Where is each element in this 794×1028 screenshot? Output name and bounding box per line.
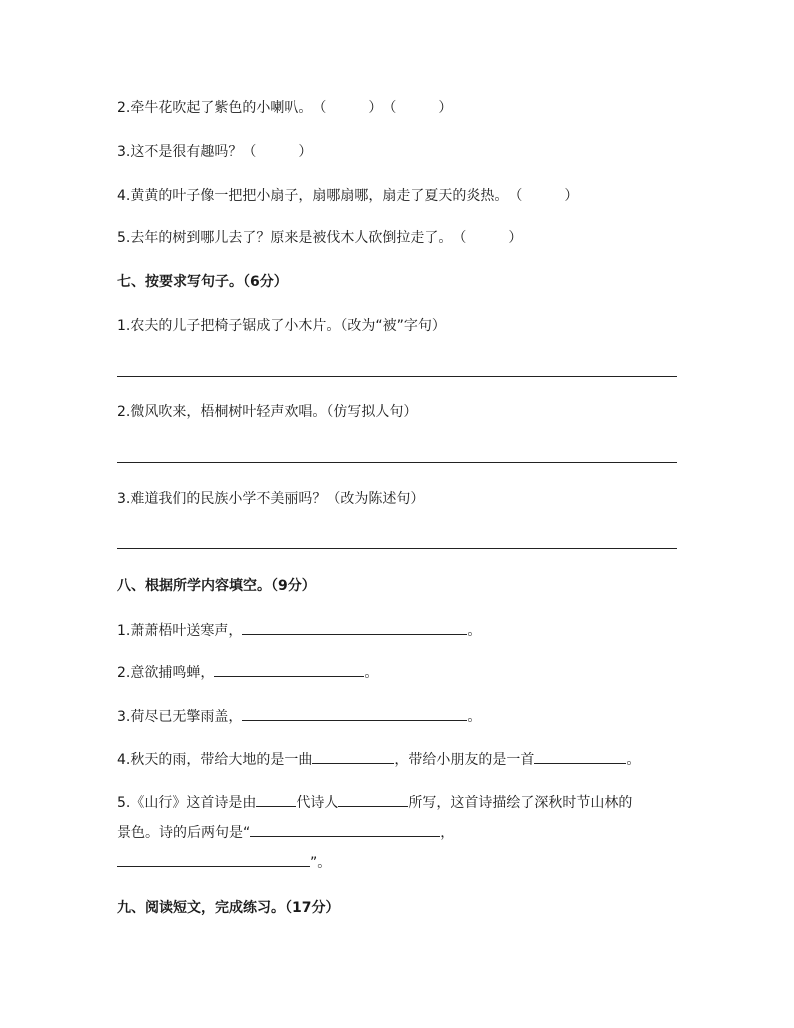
question-6-3 — [117, 142, 312, 162]
question-text: 3.荷尽已无擎雨盖， — [117, 709, 243, 725]
question-text: 景色。诗的后两句是“ — [117, 825, 251, 841]
question-8-5-line-1 — [117, 792, 632, 813]
fill-blank-poet[interactable] — [338, 792, 408, 807]
fill-blank[interactable] — [242, 620, 467, 635]
question-6-4 — [117, 186, 578, 206]
question-text: 4.黄黄的叶子像一把把小扇子，扇哪扇哪，扇走了夏天的炎热。 — [117, 188, 509, 204]
question-text-mid1: 代诗人 — [296, 795, 339, 811]
question-text-mid: ， — [440, 825, 455, 841]
section-8-heading: 八、根据所学内容填空。（9分） — [117, 578, 316, 594]
section-9-heading: 九、阅读短文，完成练习。（17分） — [117, 900, 340, 916]
question-text: 4.秋天的雨，带给大地的是一曲 — [117, 752, 313, 768]
question-6-2 — [117, 98, 452, 118]
question-8-5-line-2 — [117, 822, 454, 843]
question-text-mid2: 所写，这首诗描绘了深秋时节山林的 — [408, 795, 633, 811]
question-8-2 — [117, 662, 378, 683]
answer-paren-1[interactable]: （ ） — [312, 100, 383, 116]
question-8-1 — [117, 620, 481, 641]
question-text-mid: ，带给小朋友的是一首 — [394, 752, 535, 768]
question-8-5-line-3 — [117, 852, 331, 873]
answer-line-7-1[interactable] — [117, 376, 677, 377]
question-text-end: 。 — [364, 665, 379, 681]
fill-blank-verse-1[interactable] — [250, 822, 440, 837]
fill-blank-verse-2[interactable] — [117, 852, 310, 867]
section-7-heading: 七、按要求写句子。（6分） — [117, 274, 288, 290]
fill-blank-dynasty[interactable] — [256, 792, 296, 807]
question-7-3: 3.难道我们的民族小学不美丽吗？（改为陈述句） — [117, 491, 425, 507]
question-text: 3.这不是很有趣吗？ — [117, 144, 243, 160]
question-text: 5.《山行》这首诗是由 — [117, 795, 257, 811]
question-text-end: 。 — [467, 623, 482, 639]
question-text: 1.萧萧梧叶送寒声， — [117, 623, 243, 639]
question-8-3 — [117, 706, 481, 727]
question-7-1: 1.农夫的儿子把椅子锯成了小木片。（改为“被”字句） — [117, 318, 446, 334]
fill-blank[interactable] — [214, 662, 364, 677]
question-8-4 — [117, 749, 640, 770]
answer-line-7-3[interactable] — [117, 548, 677, 549]
question-7-2: 2.微风吹来，梧桐树叶轻声欢唱。（仿写拟人句） — [117, 404, 418, 420]
question-text: 5.去年的树到哪儿去了？原来是被伐木人砍倒拉走了。 — [117, 230, 453, 246]
fill-blank-1[interactable] — [312, 749, 394, 764]
answer-paren-2[interactable]: （ ） — [382, 100, 453, 116]
question-text-end: ”。 — [310, 855, 332, 871]
answer-paren-1[interactable]: （ ） — [452, 230, 523, 246]
question-text-end: 。 — [467, 709, 482, 725]
answer-paren-1[interactable]: （ ） — [508, 188, 579, 204]
question-6-5 — [117, 228, 522, 248]
fill-blank-2[interactable] — [534, 749, 626, 764]
answer-line-7-2[interactable] — [117, 462, 677, 463]
question-text: 2.意欲捕鸣蝉， — [117, 665, 215, 681]
fill-blank[interactable] — [242, 706, 467, 721]
question-text-end: 。 — [626, 752, 641, 768]
question-text: 2.牵牛花吹起了紫色的小喇叭。 — [117, 100, 313, 116]
answer-paren-1[interactable]: （ ） — [242, 144, 313, 160]
